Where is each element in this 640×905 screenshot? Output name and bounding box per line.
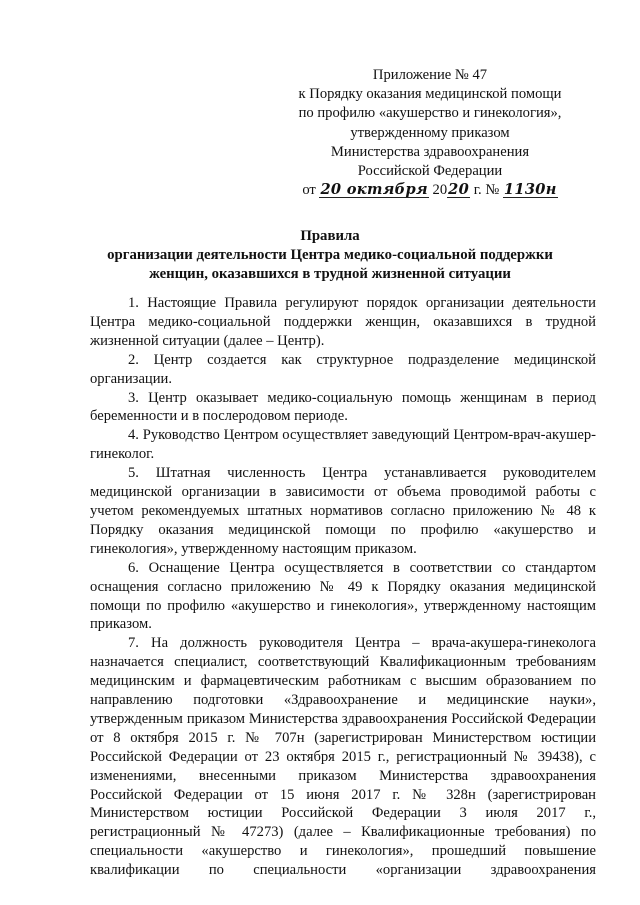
paragraph-7: 7. На должность руководителя Центра – врача-акушера-гинеколога назначается специалист, соответствующий Квалификационным требованиям медицинским и фармацевтическим работникам с высшим образованием по направлению подготовки «Здравоохранение и медицинские науки», утвержденным приказом Министерства здравоохранения Российской Федерации от 8 октября 2015 г. № 707н (зарегистрирован Министерством юстиции Российской Федерации от 23 октября 2015 г., регистрационный № 39438), с изменениями, внесенными приказом Министерства здравоохранения Российской Федерации от 15 июня 2017 г. № 328н (зарегистрирован Министерством юстиции Российской Федерации 3 июля 2017 г., регистрационный № 47273) (далее – Квалификационные требования) по специальности «акушерство и гинекология», прошедший повышение квалификации по специальности «организации здравоохранения [90,635,596,879]
annex-approved-line: утвержденному приказом [350,124,510,141]
handwritten-year: 20 [448,181,470,199]
annex-date-line [280,181,580,200]
date-prefix: от [302,182,316,199]
annex-reference-line: к Порядку оказания медицинской помощи [298,86,562,103]
annex-header [280,66,580,200]
title-line-2: организации деятельности Центра медико-социальной поддержки [107,247,553,263]
paragraph-5: 5. Штатная численность Центра устанавливается руководителем медицинской организации в зависимости от объема проводимой работы с учетом рекомендуемых штатных нормативов согласно приложению № 48 к Порядку оказания медицинской помощи по профилю «акушерство и гинекология», утвержденному настоящим приказом. [90,465,596,557]
handwritten-date: 20 октября [320,181,428,199]
paragraph-1: 1. Настоящие Правила регулируют порядок организации деятельности Центра медико-социальной поддержки женщин, оказавшихся в трудной жизненной ситуации (далее – Центр). [90,295,596,349]
number-prefix: г. № [473,182,500,199]
title-line-1: Правила [300,228,360,244]
paragraph-6: 6. Оснащение Центра осуществляется в соответствии со стандартом оснащения согласно приложению № 49 к Порядку оказания медицинской помощи по профилю «акушерство и гинекология», утвержденному настоящим приказом. [90,559,596,633]
handwritten-number: 1130н [503,181,557,199]
annex-country-line: Российской Федерации [357,163,503,180]
paragraph-2: 2. Центр создается как структурное подразделение медицинской организации. [90,351,596,387]
annex-number: Приложение № 47 [372,67,488,83]
annex-ministry-line: Министерства здравоохранения [330,143,530,160]
paragraph-3: 3. Центр оказывает медико-социальную помощь женщинам в период беременности и в послеродовом периоде. [90,389,596,425]
paragraph-4: 4. Руководство Центром осуществляет заведующий Центром-врач-акушер-гинеколог. [90,427,596,463]
date-century: 20 [432,182,448,199]
title-line-3: женщин, оказавшихся в трудной жизненной ситуации [149,266,511,282]
document-title [60,227,600,284]
document-body [90,294,596,880]
annex-profile-line: по профилю «акушерство и гинекология», [298,105,562,122]
